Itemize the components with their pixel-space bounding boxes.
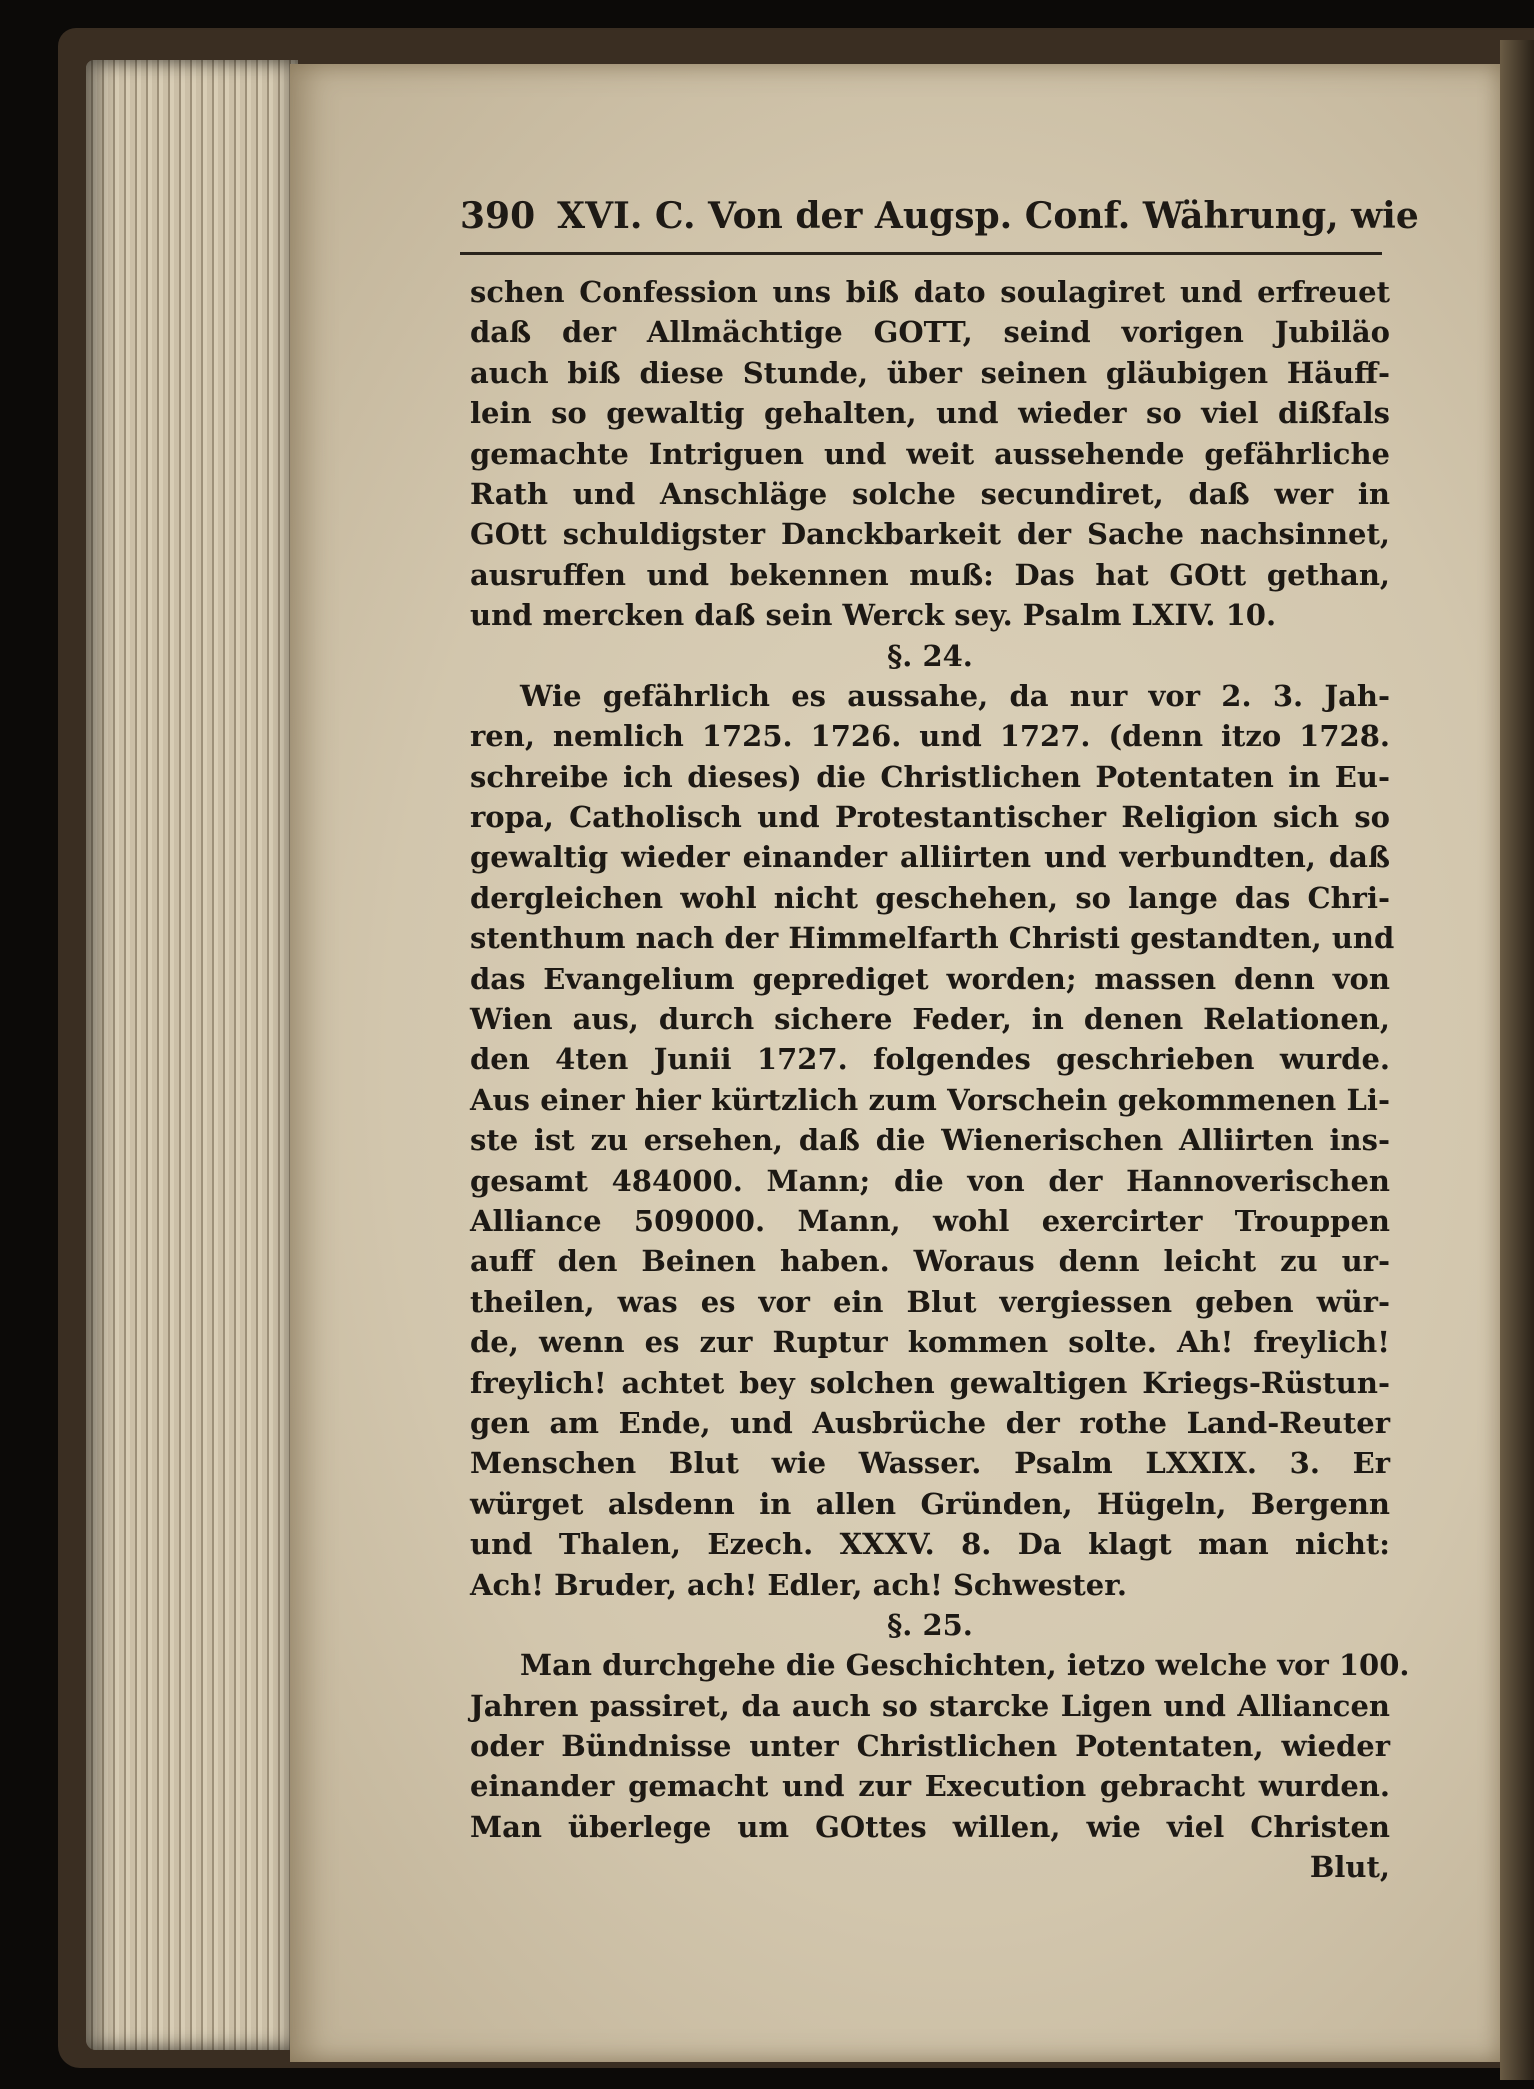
catchword: Blut,	[1309, 1850, 1390, 1885]
text-line: gen am Ende, und Ausbrüche der rothe Land-Reuter	[470, 1405, 1390, 1440]
text-line: gesamt 484000. Mann; die von der Hannoverischen	[470, 1163, 1390, 1198]
text-line: Jahren passiret, da auch so starcke Ligen und Alliancen	[470, 1688, 1390, 1723]
text-line: dergleichen wohl nicht geschehen, so lange das Chri-	[470, 880, 1390, 915]
text-line: stenthum nach der Himmelfarth Christi gestandten, und	[470, 921, 1395, 956]
text-line: daß der Allmächtige GOTT, seind vorigen Jubiläo	[470, 315, 1390, 350]
text-line: Ach! Bruder, ach! Edler, ach! Schwester.	[470, 1567, 1127, 1602]
text-line: Alliance 509000. Mann, wohl exercirter Trouppen	[470, 1203, 1390, 1238]
text-line: ausruffen und bekennen muß: Das hat GOtt gethan,	[470, 557, 1390, 592]
text-line: ren, nemlich 1725. 1726. und 1727. (denn itzo 1728.	[470, 719, 1390, 754]
text-line: ste ist zu ersehen, daß die Wienerischen Alliirten ins-	[470, 1123, 1390, 1158]
text-line: gewaltig wieder einander alliirten und verbundten, daß	[470, 840, 1390, 875]
text-line: de, wenn es zur Ruptur kommen solte. Ah! freylich!	[470, 1325, 1390, 1360]
book-gutter	[1500, 40, 1534, 2080]
text-line: schen Confession uns biß dato soulagiret und erfreuet	[470, 275, 1390, 309]
text-line: schreibe ich dieses) die Christlichen Potentaten in Eu-	[470, 759, 1390, 794]
text-line: einander gemacht und zur Execution gebracht wurden.	[470, 1769, 1390, 1804]
page-body	[470, 272, 1410, 1888]
text-line: das Evangelium geprediget worden; massen denn von	[470, 961, 1390, 996]
text-line: lein so gewaltig gehalten, und wieder so viel dißfals	[470, 396, 1390, 431]
text-line: Aus einer hier kürtzlich zum Vorschein gekommenen Li-	[470, 1082, 1390, 1117]
text-line: auch biß diese Stunde, über seinen gläubigen Häuff-	[470, 355, 1390, 390]
text-line: Wien aus, durch sichere Feder, in denen Relationen,	[470, 1002, 1390, 1037]
header-rule	[460, 252, 1382, 255]
text-line: Menschen Blut wie Wasser. Psalm LXXIX. 3. Er	[470, 1446, 1390, 1481]
text-line: den 4ten Junii 1727. folgendes geschrieben wurde.	[470, 1042, 1390, 1077]
section-heading: §. 25.	[887, 1607, 973, 1642]
running-header	[460, 195, 1419, 239]
text-line: freylich! achtet bey solchen gewaltigen Kriegs-Rüstun-	[470, 1365, 1390, 1400]
text-line: oder Bündnisse unter Christlichen Potentaten, wieder	[470, 1729, 1390, 1764]
text-line: würget alsdenn in allen Gründen, Hügeln, Bergenn	[470, 1486, 1390, 1521]
text-line: GOtt schuldigster Danckbarkeit der Sache nachsinnet,	[470, 517, 1390, 552]
text-line: gemachte Intriguen und weit aussehende gefährliche	[470, 436, 1390, 471]
section-heading: §. 24.	[887, 638, 973, 673]
text-line: Wie gefährlich es aussahe, da nur vor 2. 3. Jah-	[520, 678, 1390, 713]
text-line: Man durchgehe die Geschichten, ietzo welche vor 100.	[520, 1648, 1410, 1683]
text-line: Man überlege um GOttes willen, wie viel Christen	[470, 1809, 1390, 1844]
page-number: 390	[460, 195, 536, 237]
text-line: und mercken daß sein Werck sey. Psalm LXIV. 10.	[470, 598, 1277, 633]
text-line: ropa, Catholisch und Protestantischer Religion sich so	[470, 800, 1390, 835]
text-line: Rath und Anschläge solche secundiret, daß wer in	[470, 476, 1390, 511]
running-title: XVI. C. Von der Augsp. Conf. Währung, wie	[557, 195, 1419, 237]
text-line: und Thalen, Ezech. XXXV. 8. Da klagt man nicht:	[470, 1527, 1390, 1562]
text-line: auff den Beinen haben. Woraus denn leicht zu ur-	[470, 1244, 1390, 1279]
page-edges	[86, 60, 298, 2050]
text-line: theilen, was es vor ein Blut vergiessen geben wür-	[470, 1284, 1390, 1319]
